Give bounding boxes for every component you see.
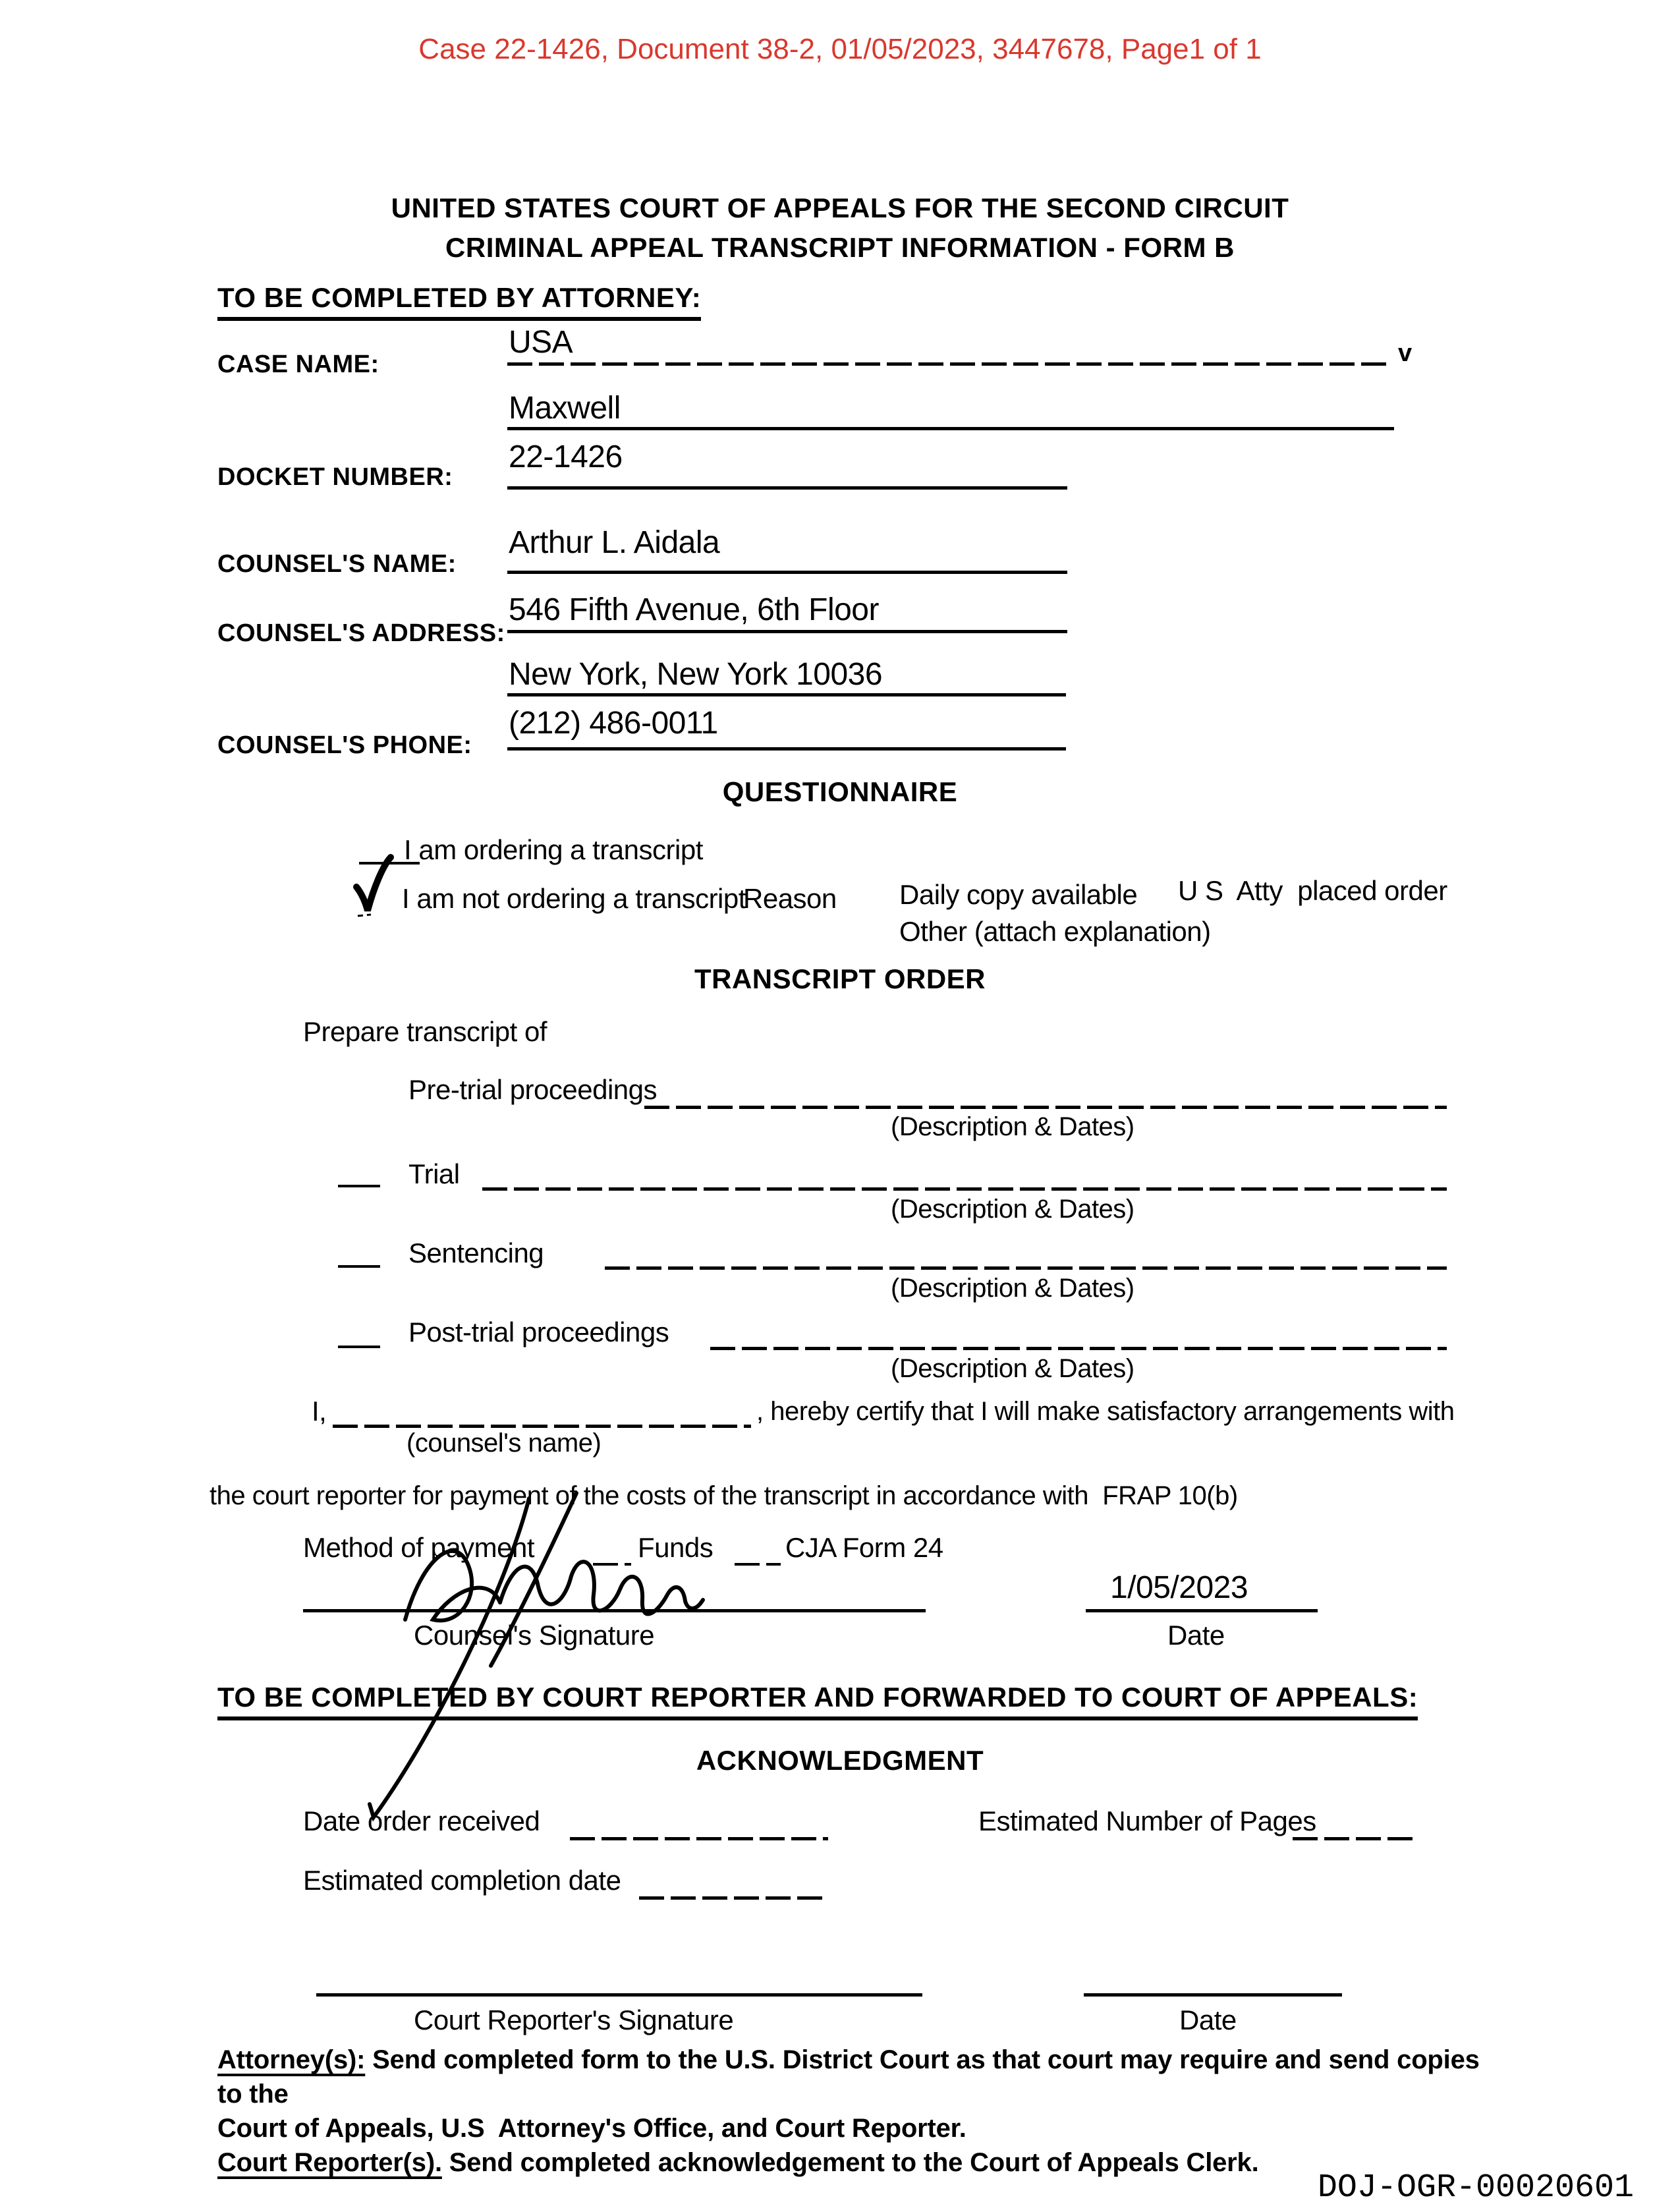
certify-suffix: , hereby certify that I will make satisfactory arrangements with [756, 1397, 1455, 1426]
reason-option-daily-copy: Daily copy available [899, 879, 1138, 910]
transcript-order-heading: TRANSCRIPT ORDER [694, 963, 986, 994]
prepare-transcript-intro: Prepare transcript of [303, 1016, 547, 1047]
counsel-name-label: COUNSEL'S NAME: [217, 550, 457, 578]
item-pretrial-blank [644, 1106, 1447, 1109]
counsel-signature-scribble [359, 1489, 741, 1838]
case-name-underline-1 [507, 362, 1391, 366]
counsel-address-label: COUNSEL'S ADDRESS: [217, 619, 505, 647]
counsel-signature-label: Counsel's Signature [414, 1620, 655, 1651]
counsel-address-line1: 546 Fifth Avenue, 6th Floor [509, 592, 879, 627]
case-name-value-line2: Maxwell [509, 391, 621, 426]
item-sentencing-note: (Description & Dates) [891, 1274, 1134, 1303]
payment-option-funds: Funds [638, 1532, 714, 1563]
certify-prefix: I, [312, 1396, 327, 1427]
case-name-value-line1: USA [509, 325, 573, 360]
checkmark-icon [351, 854, 396, 920]
payment-cja-blank [735, 1563, 781, 1566]
counsel-address-underline-2 [507, 693, 1066, 696]
item-trial-blank [482, 1187, 1447, 1191]
estimated-pages-label: Estimated Number of Pages [978, 1805, 1316, 1836]
case-stamp: Case 22-1426, Document 38-2, 01/05/2023, 3447678, Page1 of 1 [418, 33, 1262, 65]
questionnaire-heading: QUESTIONNAIRE [722, 776, 958, 807]
footnote-attorneys-label: Attorney(s): [217, 2045, 366, 2074]
item-trial-checkbox-blank [338, 1185, 380, 1187]
signature-date-value: 1/05/2023 [1110, 1570, 1248, 1605]
item-pretrial-note: (Description & Dates) [891, 1112, 1134, 1141]
footnote-attorneys-text1: Send completed form to the U.S. District Court as that court may require and send copies to the [217, 2045, 1487, 2109]
counsel-phone-label: COUNSEL'S PHONE: [217, 731, 472, 759]
certify-blank-caption: (counsel's name) [406, 1429, 602, 1458]
date-order-received-label: Date order received [303, 1805, 540, 1836]
footnote-reporters-text: Send completed acknowledgement to the Court of Appeals Clerk. [441, 2148, 1259, 2177]
reporter-section-header: TO BE COMPLETED BY COURT REPORTER AND FORWARDED TO COURT OF APPEALS: [217, 1682, 1418, 1720]
counsel-address-line2: New York, New York 10036 [509, 657, 883, 692]
case-name-label: CASE NAME: [217, 351, 379, 378]
reporter-date-line [1084, 1993, 1342, 1997]
item-sentencing-label: Sentencing [408, 1237, 544, 1268]
item-pretrial-label: Pre-trial proceedings [408, 1074, 658, 1105]
acknowledgment-heading: ACKNOWLEDGMENT [696, 1745, 984, 1776]
form-title-line2: CRIMINAL APPEAL TRANSCRIPT INFORMATION - FORM B [445, 232, 1235, 263]
item-trial-label: Trial [408, 1158, 460, 1189]
signature-date-line [1086, 1609, 1318, 1612]
counsel-name-value: Arthur L. Aidala [509, 525, 720, 560]
case-name-underline-2 [507, 427, 1394, 430]
certify-name-blank [333, 1425, 751, 1428]
counsel-phone-value: (212) 486-0011 [509, 706, 718, 741]
item-sentencing-checkbox-blank [338, 1265, 380, 1268]
form-title-line1: UNITED STATES COURT OF APPEALS FOR THE SECOND CIRCUIT [391, 192, 1289, 223]
reason-option-other: Other (attach explanation) [899, 916, 1211, 947]
estimated-pages-blank [1293, 1837, 1418, 1840]
footnote-attorneys-line2: Court of Appeals, U.S Attorney's Office, and Court Reporter. [217, 2114, 966, 2143]
item-posttrial-blank [710, 1347, 1447, 1350]
reporter-signature-label: Court Reporter's Signature [414, 2004, 734, 2035]
not-ordering-option-label: I am not ordering a transcript [402, 883, 746, 914]
item-trial-note: (Description & Dates) [891, 1195, 1134, 1224]
item-posttrial-note: (Description & Dates) [891, 1354, 1134, 1383]
footnote-attorneys-line1 [217, 2043, 1509, 2111]
docket-number-underline [507, 486, 1067, 490]
bates-number: DOJ-OGR-00020601 [1317, 2169, 1634, 2207]
footnote-instructions [217, 2043, 1509, 2180]
footnote-reporters-label: Court Reporter(s). [217, 2148, 442, 2177]
estimated-completion-blank [639, 1896, 829, 1900]
item-posttrial-label: Post-trial proceedings [408, 1317, 669, 1347]
counsel-name-underline [507, 571, 1067, 574]
payment-method-label: Method of payment [303, 1532, 535, 1563]
reason-option-us-atty: U S Atty placed order [1178, 875, 1447, 906]
footnote-reporters-line [217, 2145, 1509, 2180]
payment-option-cja-form: CJA Form 24 [785, 1532, 943, 1563]
ordering-option-label: I am ordering a transcript [404, 834, 703, 865]
counsel-signature-line [303, 1609, 926, 1612]
counsel-address-underline-1 [507, 630, 1067, 633]
docket-number-value: 22-1426 [509, 440, 623, 474]
date-order-received-blank [570, 1837, 828, 1840]
counsel-phone-underline [507, 747, 1066, 751]
versus-marker: v [1398, 339, 1413, 367]
attorney-section-header: TO BE COMPLETED BY ATTORNEY: [217, 282, 701, 321]
reason-label: Reason [743, 883, 837, 914]
estimated-completion-label: Estimated completion date [303, 1865, 621, 1896]
reporter-date-label: Date [1179, 2004, 1237, 2035]
item-posttrial-checkbox-blank [338, 1346, 380, 1348]
certify-line2: the court reporter for payment of the costs of the transcript in accordance with FRAP 10(b) [210, 1481, 1238, 1510]
signature-date-label: Date [1167, 1620, 1225, 1651]
item-sentencing-blank [605, 1266, 1447, 1270]
reporter-signature-line [316, 1993, 922, 1997]
docket-number-label: DOCKET NUMBER: [217, 463, 453, 491]
